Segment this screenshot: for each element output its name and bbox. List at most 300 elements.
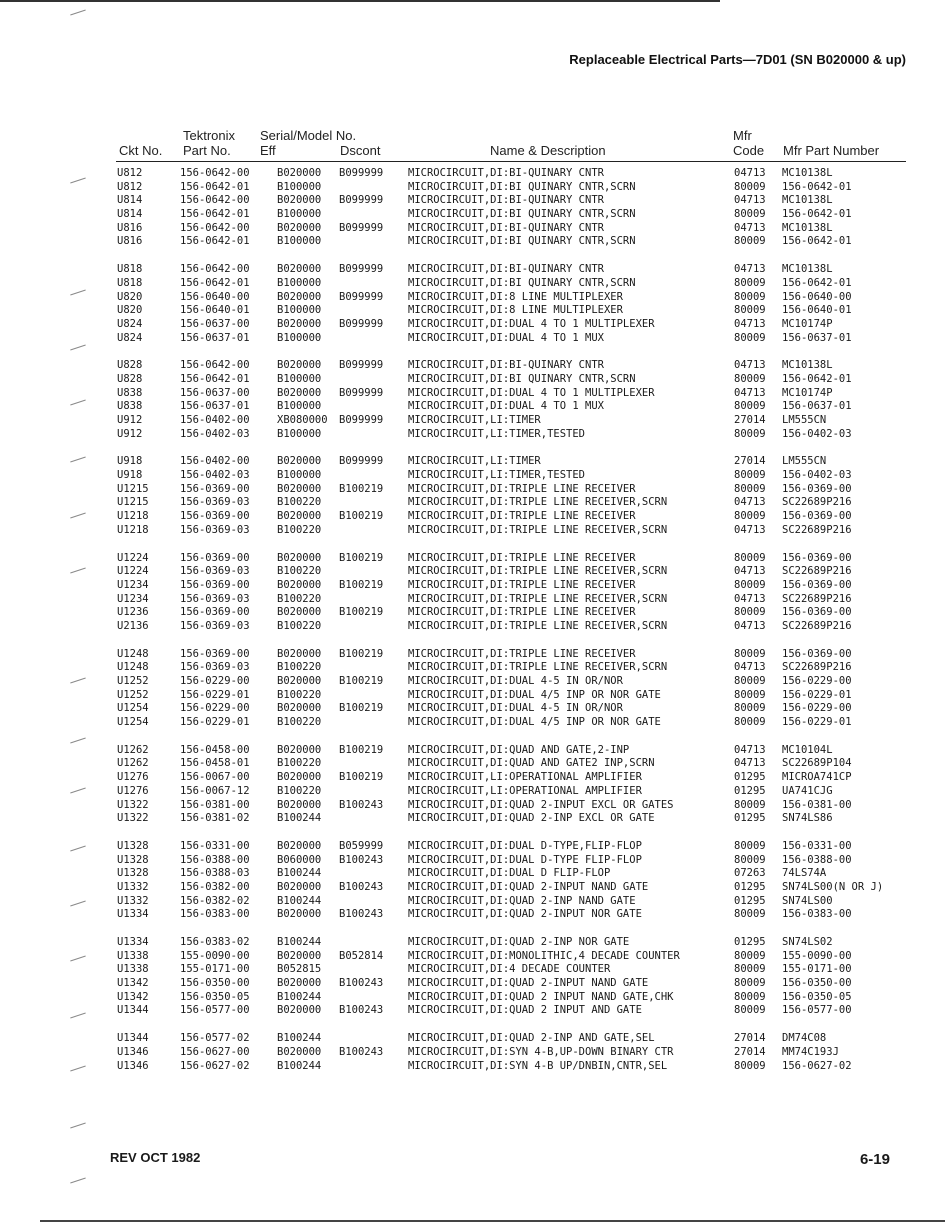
- name-description: MICROCIRCUIT,DI:BI QUINARY CNTR,SCRN: [408, 180, 636, 193]
- ckt-no: U1332: [117, 894, 149, 907]
- mfr-part-number: LM555CN: [782, 455, 827, 468]
- table-row: [0, 304, 950, 318]
- ckt-no: U1342: [117, 977, 149, 990]
- mfr-part-number: MC10174P: [782, 386, 833, 399]
- ckt-no: U912: [117, 414, 143, 426]
- eff: B020000: [277, 1004, 322, 1017]
- dscont: B100219: [339, 482, 384, 495]
- mfr-part-number: MC10104L: [782, 743, 833, 756]
- row-group: [0, 840, 950, 922]
- mfr-code: 01295: [734, 784, 766, 797]
- table-row: [0, 167, 950, 181]
- table-row: [0, 400, 950, 414]
- dscont: B052814: [339, 949, 384, 962]
- eff: B020000: [277, 221, 322, 234]
- mfr-part-number: SC22689P216: [782, 496, 852, 509]
- table-row: [0, 661, 950, 675]
- name-description: MICROCIRCUIT,DI:QUAD AND GATE,2-INP: [408, 743, 630, 756]
- part-no: 156-0637-00: [180, 317, 250, 330]
- dscont: B100219: [339, 551, 384, 564]
- table-row: [0, 950, 950, 964]
- dscont: B100243: [339, 1004, 384, 1017]
- name-description: MICROCIRCUIT,DI:TRIPLE LINE RECEIVER: [408, 482, 636, 495]
- dscont: B099999: [339, 455, 384, 468]
- table-row: [0, 208, 950, 222]
- name-description: MICROCIRCUIT,LI:OPERATIONAL AMPLIFIER: [408, 784, 642, 797]
- name-description: MICROCIRCUIT,DI:TRIPLE LINE RECEIVER: [408, 647, 636, 660]
- dscont: B100243: [339, 908, 384, 921]
- margin-mark: [70, 1123, 86, 1129]
- mfr-code: 80009: [734, 702, 766, 715]
- ckt-no: U816: [117, 221, 143, 234]
- eff: B100220: [277, 496, 322, 509]
- header-rule: [116, 161, 906, 162]
- name-description: MICROCIRCUIT,DI:QUAD 2 INPUT AND GATE: [408, 1004, 642, 1017]
- part-no: 156-0577-02: [180, 1032, 250, 1045]
- part-no: 156-0388-00: [180, 853, 250, 866]
- ckt-no: U1346: [117, 1045, 149, 1058]
- table-row: [0, 469, 950, 483]
- eff: B020000: [277, 647, 322, 660]
- mfr-code: 80009: [734, 551, 766, 564]
- mfr-code: 80009: [734, 331, 766, 344]
- table-row: [0, 387, 950, 401]
- table-row: [0, 181, 950, 195]
- mfr-part-number: 156-0402-03: [782, 427, 852, 440]
- mfr-code: 80009: [734, 1059, 766, 1072]
- part-no: 156-0458-01: [180, 757, 250, 770]
- col-part-no: Part No.: [183, 143, 231, 158]
- table-row: [0, 579, 950, 593]
- ckt-no: U1262: [117, 757, 149, 770]
- part-no: 156-0369-03: [180, 592, 250, 605]
- page-title: Replaceable Electrical Parts—7D01 (SN B020000 & up): [569, 52, 906, 67]
- mfr-part-number: 156-0577-00: [782, 1004, 852, 1017]
- table-row: [0, 785, 950, 799]
- mfr-part-number: SC22689P104: [782, 757, 852, 770]
- table-row: [0, 963, 950, 977]
- mfr-code: 04713: [734, 167, 766, 179]
- table-row: [0, 606, 950, 620]
- name-description: MICROCIRCUIT,DI:DUAL 4-5 IN OR/NOR: [408, 675, 623, 687]
- mfr-code: 80009: [734, 578, 766, 591]
- eff: B020000: [277, 839, 322, 852]
- table-row: [0, 895, 950, 909]
- dscont: B099999: [339, 263, 384, 276]
- mfr-code: 04713: [734, 592, 766, 605]
- ckt-no: U1344: [117, 1032, 149, 1045]
- mfr-code: 80009: [734, 235, 766, 248]
- table-row: [0, 812, 950, 826]
- mfr-part-number: 156-0369-00: [782, 551, 852, 564]
- mfr-part-number: SC22689P216: [782, 619, 852, 632]
- mfr-part-number: 156-0627-02: [782, 1059, 852, 1072]
- mfr-part-number: 156-0369-00: [782, 647, 852, 660]
- mfr-part-number: MM74C193J: [782, 1045, 839, 1058]
- dscont: B100243: [339, 853, 384, 866]
- mfr-part-number: MC10138L: [782, 263, 833, 276]
- eff: B052815: [277, 963, 322, 976]
- table-row: [0, 565, 950, 579]
- part-no: 156-0642-01: [180, 208, 250, 221]
- name-description: MICROCIRCUIT,DI:MONOLITHIC,4 DECADE COUNTER: [408, 949, 680, 962]
- mfr-code: 80009: [734, 304, 766, 317]
- mfr-code: 80009: [734, 853, 766, 866]
- dscont: B100219: [339, 578, 384, 591]
- part-no: 156-0383-02: [180, 936, 250, 948]
- eff: B100220: [277, 688, 322, 701]
- ckt-no: U1322: [117, 812, 149, 825]
- col-ckt-no: Ckt No.: [119, 143, 163, 158]
- part-no: 156-0067-00: [180, 771, 250, 784]
- part-no: 156-0383-00: [180, 908, 250, 921]
- eff: B100220: [277, 661, 322, 674]
- col-eff: Eff: [260, 143, 276, 158]
- table-row: [0, 771, 950, 785]
- table-row: [0, 689, 950, 703]
- ckt-no: U1215: [117, 496, 149, 509]
- mfr-part-number: 156-0381-00: [782, 798, 852, 811]
- name-description: MICROCIRCUIT,DI:TRIPLE LINE RECEIVER,SCRN: [408, 619, 668, 632]
- mfr-part-number: MC10138L: [782, 194, 833, 207]
- part-no: 156-0577-00: [180, 1004, 250, 1017]
- ckt-no: U912: [117, 427, 143, 440]
- table-row: [0, 867, 950, 881]
- eff: B020000: [277, 1045, 322, 1058]
- row-group: [0, 359, 950, 441]
- mfr-code: 01295: [734, 936, 766, 948]
- ckt-no: U1334: [117, 908, 149, 921]
- table-row: [0, 455, 950, 469]
- mfr-code: 01295: [734, 812, 766, 825]
- ckt-no: U824: [117, 317, 143, 330]
- ckt-no: U812: [117, 167, 143, 179]
- ckt-no: U1346: [117, 1059, 149, 1072]
- mfr-part-number: 156-0383-00: [782, 908, 852, 921]
- ckt-no: U1236: [117, 606, 149, 619]
- name-description: MICROCIRCUIT,DI:DUAL 4 TO 1 MULTIPLEXER: [408, 317, 655, 330]
- eff: B020000: [277, 743, 322, 756]
- mfr-part-number: SN74LS86: [782, 812, 833, 825]
- ckt-no: U820: [117, 304, 143, 317]
- mfr-part-number: SC22689P216: [782, 592, 852, 605]
- eff: B100000: [277, 469, 322, 482]
- mfr-code: 04713: [734, 317, 766, 330]
- ckt-no: U838: [117, 386, 143, 399]
- page-number: 6-19: [859, 1151, 890, 1168]
- name-description: MICROCIRCUIT,DI:BI QUINARY CNTR,SCRN: [408, 372, 636, 385]
- mfr-code: 01295: [734, 894, 766, 907]
- table-row: [0, 854, 950, 868]
- eff: B100244: [277, 894, 322, 907]
- name-description: MICROCIRCUIT,DI:BI-QUINARY CNTR: [408, 263, 604, 276]
- ckt-no: U918: [117, 469, 143, 482]
- dscont: B100243: [339, 1045, 384, 1058]
- eff: B020000: [277, 455, 322, 468]
- part-no: 156-0350-05: [180, 990, 250, 1003]
- mfr-code: 04713: [734, 496, 766, 509]
- name-description: MICROCIRCUIT,DI:SYN 4-B UP/DNBIN,CNTR,SEL: [408, 1059, 668, 1072]
- name-description: MICROCIRCUIT,DI:BI-QUINARY CNTR: [408, 167, 604, 179]
- mfr-code: 27014: [734, 414, 766, 426]
- ckt-no: U1328: [117, 839, 149, 852]
- ckt-no: U1332: [117, 880, 149, 893]
- name-description: MICROCIRCUIT,DI:QUAD 2-INPUT NOR GATE: [408, 908, 642, 921]
- table-row: [0, 552, 950, 566]
- part-no: 156-0369-00: [180, 647, 250, 660]
- part-no: 156-0642-01: [180, 235, 250, 248]
- table-row: [0, 744, 950, 758]
- mfr-code: 04713: [734, 221, 766, 234]
- ckt-no: U1328: [117, 867, 149, 880]
- part-no: 156-0642-00: [180, 359, 250, 372]
- mfr-code: 80009: [734, 1004, 766, 1017]
- part-no: 156-0369-00: [180, 606, 250, 619]
- revision-date: REV OCT 1982: [110, 1150, 201, 1165]
- row-group: [0, 1032, 950, 1073]
- ckt-no: U818: [117, 276, 143, 289]
- eff: B100220: [277, 757, 322, 770]
- eff: B100000: [277, 372, 322, 385]
- table-row: [0, 332, 950, 346]
- table-row: [0, 716, 950, 730]
- eff: B060000: [277, 853, 322, 866]
- ckt-no: U838: [117, 400, 143, 413]
- table-row: [0, 373, 950, 387]
- table-row: [0, 524, 950, 538]
- part-no: 156-0369-03: [180, 496, 250, 509]
- part-no: 156-0229-01: [180, 716, 250, 729]
- table-row: [0, 991, 950, 1005]
- dscont: B099999: [339, 221, 384, 234]
- eff: B100244: [277, 1032, 322, 1045]
- eff: B100000: [277, 180, 322, 193]
- mfr-code: 27014: [734, 455, 766, 468]
- ckt-no: U1342: [117, 990, 149, 1003]
- mfr-code: 80009: [734, 688, 766, 701]
- mfr-code: 04713: [734, 386, 766, 399]
- eff: B020000: [277, 290, 322, 303]
- mfr-code: 80009: [734, 427, 766, 440]
- part-no: 156-0229-01: [180, 688, 250, 701]
- col-dscont: Dscont: [340, 143, 381, 158]
- ckt-no: U1252: [117, 675, 149, 687]
- ckt-no: U1224: [117, 565, 149, 578]
- name-description: MICROCIRCUIT,DI:8 LINE MULTIPLEXER: [408, 290, 623, 303]
- mfr-code: 80009: [734, 647, 766, 660]
- mfr-code: 04713: [734, 661, 766, 674]
- mfr-part-number: 156-0388-00: [782, 853, 852, 866]
- name-description: MICROCIRCUIT,DI:TRIPLE LINE RECEIVER,SCRN: [408, 523, 668, 536]
- part-no: 156-0627-02: [180, 1059, 250, 1072]
- name-description: MICROCIRCUIT,DI:BI QUINARY CNTR,SCRN: [408, 208, 636, 221]
- mfr-code: 80009: [734, 276, 766, 289]
- dscont: B100219: [339, 647, 384, 660]
- eff: B100220: [277, 716, 322, 729]
- mfr-part-number: 156-0369-00: [782, 482, 852, 495]
- mfr-part-number: 156-0369-00: [782, 606, 852, 619]
- name-description: MICROCIRCUIT,DI:DUAL 4-5 IN OR/NOR: [408, 702, 623, 715]
- part-no: 156-0458-00: [180, 743, 250, 756]
- name-description: MICROCIRCUIT,DI:DUAL D-TYPE,FLIP-FLOP: [408, 839, 642, 852]
- name-description: MICROCIRCUIT,LI:TIMER,TESTED: [408, 427, 586, 440]
- eff: B100000: [277, 400, 322, 413]
- table-row: [0, 977, 950, 991]
- dscont: B100219: [339, 510, 384, 523]
- mfr-code: 80009: [734, 963, 766, 976]
- mfr-part-number: SN74LS02: [782, 936, 833, 948]
- dscont: B100243: [339, 798, 384, 811]
- mfr-code: 80009: [734, 372, 766, 385]
- table-row: [0, 235, 950, 249]
- dscont: B100219: [339, 771, 384, 784]
- name-description: MICROCIRCUIT,DI:SYN 4-B,UP-DOWN BINARY CTR: [408, 1045, 674, 1058]
- table-row: [0, 840, 950, 854]
- part-no: 156-0402-00: [180, 455, 250, 468]
- table-row: [0, 1032, 950, 1046]
- mfr-part-number: 156-0229-00: [782, 702, 852, 715]
- part-no: 156-0369-00: [180, 578, 250, 591]
- mfr-part-number: UA741CJG: [782, 784, 833, 797]
- mfr-part-number: SN74LS00(N OR J): [782, 880, 884, 893]
- part-no: 156-0637-01: [180, 331, 250, 344]
- ckt-no: U1276: [117, 771, 149, 784]
- col-serial-model: Serial/Model No.: [260, 128, 357, 143]
- part-no: 156-0067-12: [180, 784, 250, 797]
- dscont: B100243: [339, 977, 384, 990]
- part-no: 156-0382-00: [180, 880, 250, 893]
- mfr-code: 80009: [734, 839, 766, 852]
- mfr-part-number: 156-0640-00: [782, 290, 852, 303]
- col-code: Code: [733, 143, 765, 158]
- ckt-no: U828: [117, 372, 143, 385]
- mfr-part-number: 156-0402-03: [782, 469, 852, 482]
- name-description: MICROCIRCUIT,DI:DUAL 4/5 INP OR NOR GATE: [408, 688, 661, 701]
- mfr-code: 80009: [734, 990, 766, 1003]
- ckt-no: U1218: [117, 510, 149, 523]
- part-no: 156-0402-00: [180, 414, 250, 426]
- dscont: B099999: [339, 290, 384, 303]
- part-no: 156-0640-01: [180, 304, 250, 317]
- part-no: 156-0642-00: [180, 221, 250, 234]
- ckt-no: U1252: [117, 688, 149, 701]
- eff: B100244: [277, 1059, 322, 1072]
- eff: B020000: [277, 771, 322, 784]
- mfr-code: 80009: [734, 469, 766, 482]
- table-row: [0, 799, 950, 813]
- name-description: MICROCIRCUIT,DI:DUAL 4 TO 1 MULTIPLEXER: [408, 386, 655, 399]
- mfr-part-number: SC22689P216: [782, 661, 852, 674]
- mfr-code: 04713: [734, 743, 766, 756]
- table-row: [0, 510, 950, 524]
- dscont: B099999: [339, 194, 384, 207]
- eff: B100220: [277, 592, 322, 605]
- part-no: 156-0402-03: [180, 469, 250, 482]
- table-row: [0, 496, 950, 510]
- table-row: [0, 1046, 950, 1060]
- mfr-code: 80009: [734, 510, 766, 523]
- ckt-no: U1344: [117, 1004, 149, 1017]
- row-group: [0, 552, 950, 634]
- col-name-description: Name & Description: [490, 143, 606, 158]
- mfr-part-number: 156-0350-05: [782, 990, 852, 1003]
- part-no: 156-0642-00: [180, 167, 250, 179]
- eff: B100244: [277, 990, 322, 1003]
- eff: XB080000: [277, 414, 328, 426]
- ckt-no: U1338: [117, 963, 149, 976]
- col-tektronix: Tektronix: [183, 128, 236, 143]
- name-description: MICROCIRCUIT,DI:BI QUINARY CNTR,SCRN: [408, 276, 636, 289]
- part-no: 155-0171-00: [180, 963, 250, 976]
- eff: B100220: [277, 619, 322, 632]
- ckt-no: U1322: [117, 798, 149, 811]
- name-description: MICROCIRCUIT,DI:TRIPLE LINE RECEIVER,SCRN: [408, 565, 668, 578]
- ckt-no: U1338: [117, 949, 149, 962]
- ckt-no: U1276: [117, 784, 149, 797]
- dscont: B100219: [339, 743, 384, 756]
- table-row: [0, 263, 950, 277]
- ckt-no: U1248: [117, 661, 149, 674]
- eff: B100000: [277, 276, 322, 289]
- eff: B100244: [277, 936, 322, 948]
- mfr-code: 80009: [734, 208, 766, 221]
- table-row: [0, 648, 950, 662]
- name-description: MICROCIRCUIT,DI:4 DECADE COUNTER: [408, 963, 611, 976]
- mfr-part-number: 156-0642-01: [782, 180, 852, 193]
- part-no: 156-0642-00: [180, 194, 250, 207]
- ckt-no: U1224: [117, 551, 149, 564]
- mfr-part-number: 156-0331-00: [782, 839, 852, 852]
- eff: B100000: [277, 427, 322, 440]
- eff: B020000: [277, 908, 322, 921]
- mfr-code: 80009: [734, 606, 766, 619]
- table-row: [0, 359, 950, 373]
- table-row: [0, 318, 950, 332]
- mfr-part-number: SN74LS00: [782, 894, 833, 907]
- mfr-part-number: SC22689P216: [782, 565, 852, 578]
- name-description: MICROCIRCUIT,DI:BI-QUINARY CNTR: [408, 194, 604, 207]
- dscont: B100219: [339, 702, 384, 715]
- part-no: 156-0642-01: [180, 276, 250, 289]
- name-description: MICROCIRCUIT,DI:TRIPLE LINE RECEIVER,SCRN: [408, 661, 668, 674]
- part-no: 156-0640-00: [180, 290, 250, 303]
- ckt-no: U1234: [117, 592, 149, 605]
- name-description: MICROCIRCUIT,DI:TRIPLE LINE RECEIVER: [408, 606, 636, 619]
- name-description: MICROCIRCUIT,DI:QUAD 2-INPUT EXCL OR GATES: [408, 798, 674, 811]
- table-row: [0, 414, 950, 428]
- mfr-code: 80009: [734, 675, 766, 687]
- mfr-code: 80009: [734, 290, 766, 303]
- ckt-no: U820: [117, 290, 143, 303]
- name-description: MICROCIRCUIT,DI:QUAD 2-INP NAND GATE: [408, 894, 636, 907]
- mfr-code: 07263: [734, 867, 766, 880]
- eff: B100244: [277, 867, 322, 880]
- name-description: MICROCIRCUIT,DI:TRIPLE LINE RECEIVER: [408, 510, 636, 523]
- name-description: MICROCIRCUIT,DI:TRIPLE LINE RECEIVER,SCRN: [408, 592, 668, 605]
- part-no: 156-0369-03: [180, 565, 250, 578]
- part-no: 156-0369-00: [180, 551, 250, 564]
- dscont: B099999: [339, 167, 384, 179]
- eff: B020000: [277, 949, 322, 962]
- mfr-part-number: 156-0229-01: [782, 716, 852, 729]
- ckt-no: U1328: [117, 853, 149, 866]
- eff: B100000: [277, 208, 322, 221]
- eff: B100000: [277, 304, 322, 317]
- row-group: [0, 648, 950, 730]
- mfr-code: 04713: [734, 565, 766, 578]
- table-row: [0, 277, 950, 291]
- parts-table: [0, 167, 950, 1087]
